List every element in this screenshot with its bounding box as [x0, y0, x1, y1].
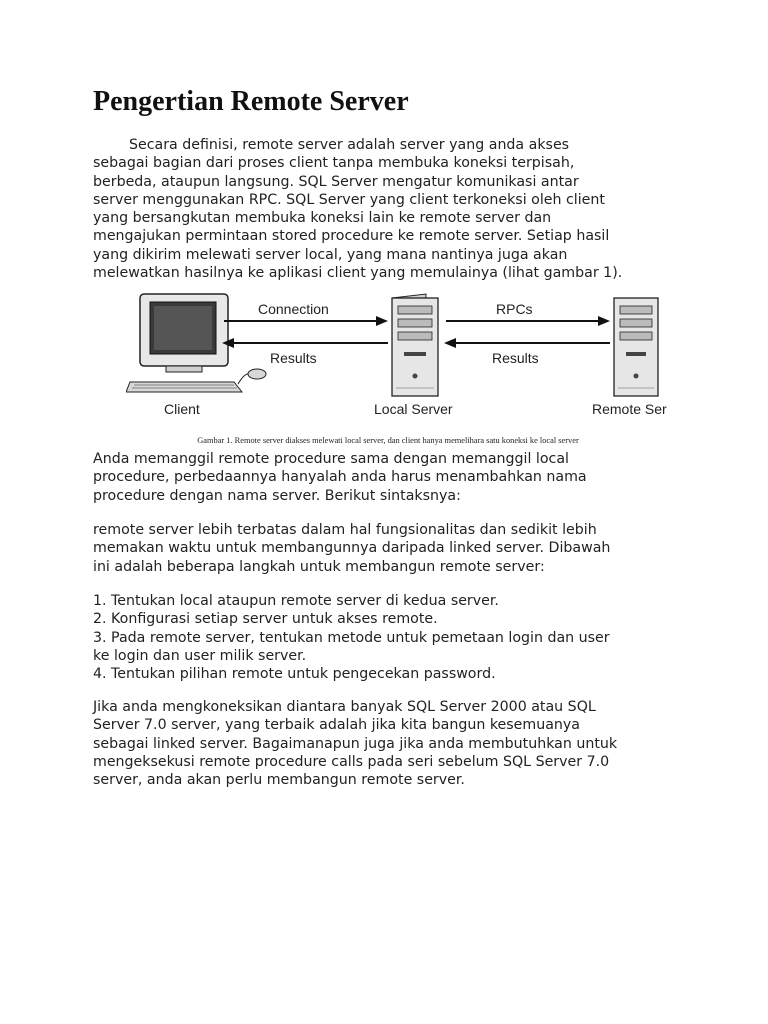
client-label: Client: [164, 401, 200, 417]
body-line: memakan waktu untuk membangunnya daripada linked server. Dibawah: [93, 540, 611, 557]
paragraph-limitations: [93, 521, 683, 576]
intro-line: mengajukan permintaan stored procedure ke remote server. Setiap hasil: [93, 228, 610, 245]
results-arrow-left: [222, 338, 388, 348]
step-item: 1. Tentukan local ataupun remote server di kedua server.: [93, 593, 499, 609]
body-line: Anda memanggil remote procedure sama dengan memanggil local: [93, 451, 569, 467]
body-line: procedure dengan nama server. Berikut sintaksnya:: [93, 487, 461, 504]
body-line: ini adalah beberapa langkah untuk membangun remote server:: [93, 558, 545, 575]
paragraph-linked-server: [93, 698, 683, 789]
intro-line: Secara definisi, remote server adalah server yang anda akses: [129, 137, 570, 153]
remote-server-label: Remote Ser: [592, 401, 667, 417]
figure-caption: Gambar 1. Remote server diakses melewati local server, dan client hanya memelihara satu koneksi ke local server: [197, 436, 579, 445]
intro-line: server menggunakan RPC. SQL Server yang client terkoneksi oleh client: [93, 191, 605, 208]
step-item: 2. Konfigurasi setiap server untuk akses remote.: [93, 611, 438, 628]
intro-line: berbeda, ataupun langsung. SQL Server mengatur komunikasi antar: [93, 173, 579, 190]
intro-paragraph: [93, 136, 683, 282]
results-arrow-right: [444, 338, 610, 348]
body-line: procedure, perbedaannya hanyalah anda harus menambahkan nama: [93, 469, 587, 486]
body-line: sebagai linked server. Bagaimanapun juga jika anda membutuhkan untuk: [93, 735, 618, 752]
connection-arrow: [224, 316, 388, 326]
remote-server-icon: [614, 298, 658, 396]
local-server-label: Local Server: [374, 401, 453, 417]
local-server-icon: [392, 294, 438, 396]
body-line: server, anda akan perlu membangun remote server.: [93, 772, 465, 789]
intro-line: yang bersangkutan membuka koneksi lain ke remote server dan: [93, 210, 552, 227]
body-line: Jika anda mengkoneksikan diantara banyak SQL Server 2000 atau SQL: [93, 699, 596, 715]
intro-line: sebagai bagian dari proses client tanpa membuka koneksi terpisah,: [93, 155, 575, 172]
page-title: Pengertian Remote Server: [93, 86, 409, 117]
connection-label: Connection: [258, 301, 329, 317]
body-line: mengeksekusi remote procedure calls pada seri sebelum SQL Server 7.0: [93, 753, 610, 770]
results-label-left: Results: [270, 350, 317, 366]
rpcs-label: RPCs: [496, 301, 533, 317]
rpcs-arrow: [446, 316, 610, 326]
step-item: 4. Tentukan pilihan remote untuk pengecekan password.: [93, 666, 496, 683]
intro-line: melewatkan hasilnya ke aplikasi client yang memulainya (lihat gambar 1).: [93, 265, 623, 282]
results-label-right: Results: [492, 350, 539, 366]
steps-list: [93, 592, 683, 683]
paragraph-calling-procedure: [93, 450, 683, 505]
step-item: ke login dan user milik server.: [93, 647, 307, 664]
step-item: 3. Pada remote server, tentukan metode untuk pemetaan login dan user: [93, 629, 610, 646]
remote-server-diagram: [126, 288, 676, 428]
body-line: Server 7.0 server, yang terbaik adalah jika kita bangun kesemuanya: [93, 717, 580, 734]
body-line: remote server lebih terbatas dalam hal fungsionalitas dan sedikit lebih: [93, 522, 597, 538]
intro-line: yang dikirim melewati server local, yang mana nantinya juga akan: [93, 246, 568, 263]
